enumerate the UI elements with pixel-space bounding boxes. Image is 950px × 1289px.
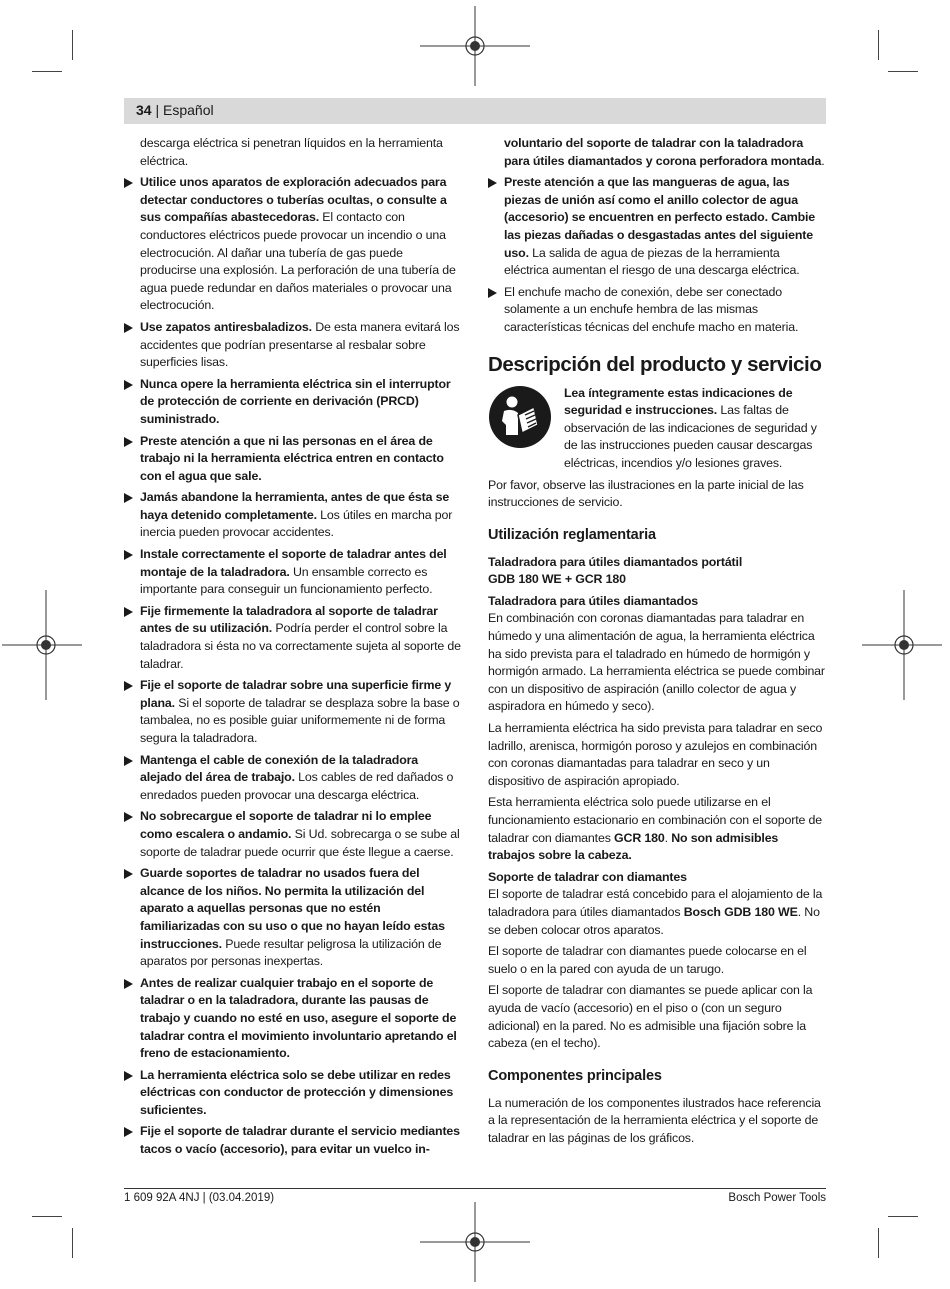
- safety-item: [124, 376, 462, 429]
- item-bold: Utilice unos aparatos de exploración adecuados para detectar conductores o tuberías ocultas, o consulte a sus compañías abastecedoras.: [140, 175, 447, 225]
- item-text: Los cables de red dañados o enredados pueden provocar una descarga eléctrica.: [140, 770, 454, 802]
- item-text: Puede resultar peligrosa la utilización de aparatos por personas inexpertas.: [140, 936, 442, 969]
- bullet-arrow-icon: [124, 812, 133, 822]
- stand-model: Bosch GDB 180 WE: [683, 904, 798, 919]
- continued-end: .: [821, 153, 825, 168]
- warning-bold: Lea íntegramente estas indicaciones de seguridad e instrucciones.: [564, 385, 793, 418]
- stand-text: El soporte de taladrar está concebido para el alojamiento de la taladradora para útiles diamantados: [488, 887, 823, 919]
- safety-item: [124, 975, 462, 1063]
- use-heading: Utilización reglamentaria: [488, 526, 656, 543]
- bullet-arrow-icon: [124, 1127, 133, 1137]
- footer-rule: [124, 1188, 826, 1189]
- continued-text: descarga eléctrica si penetran líquidos en la herramienta eléctrica.: [140, 136, 443, 168]
- registration-mark-icon: [420, 1202, 530, 1282]
- item-bold: Jamás abandone la herramienta, antes de que ésta se haya detenido completamente.: [140, 490, 450, 522]
- safety-item: [124, 1067, 462, 1120]
- item-bold: Use zapatos antiresbaladizos.: [140, 319, 312, 334]
- bullet-arrow-icon: [124, 380, 133, 390]
- item-text: Un ensamble correcto es importante para conseguir un funcionamiento perfecto.: [140, 564, 433, 597]
- bullet-arrow-icon: [488, 288, 497, 298]
- bullet-arrow-icon: [124, 178, 133, 188]
- stand-heading: Soporte de taladrar con diamantes: [488, 869, 687, 884]
- bullet-arrow-icon: [124, 550, 133, 560]
- warning-block: [488, 385, 826, 473]
- safety-item: [124, 752, 462, 805]
- bullet-arrow-icon: [124, 681, 133, 691]
- item-bold: La herramienta eléctrica solo se debe utilizar en redes eléctricas con conductor de protección y dimensiones suficientes.: [140, 1067, 454, 1117]
- continued-text: [488, 135, 826, 170]
- drill-text: .: [664, 830, 672, 845]
- item-text: La salida de agua de piezas de la herramienta eléctrica aumentan el riesgo de una descarga eléctrica.: [504, 245, 800, 278]
- page-header-label: 34 | Español: [136, 102, 214, 118]
- right-column: [488, 135, 826, 1152]
- crop-mark: [878, 1228, 879, 1258]
- bullet-arrow-icon: [124, 869, 133, 879]
- safety-item: [124, 546, 462, 599]
- crop-mark: [878, 30, 879, 60]
- bullet-arrow-icon: [124, 493, 133, 503]
- drill-heading: Taladradora para útiles diamantados: [488, 593, 699, 608]
- safety-item: [124, 1123, 462, 1158]
- item-bold: Guarde soportes de taladrar no usados fuera del alcance de los niños. No permita la utilización del aparato a aquellas personas que no estén familiarizadas con su uso o que no hayan leído estas instrucciones.: [140, 866, 445, 951]
- safety-item: [124, 603, 462, 673]
- item-text: Si el soporte de taladrar se desplaza sobre la base o tambalea, no es posible guiar uniformemente ni de forma segura la taladradora.: [140, 695, 460, 745]
- item-bold: Fije firmemente la taladradora al soporte de taladrar antes de su utilización.: [140, 603, 438, 636]
- language-label: Español: [163, 102, 214, 118]
- stand-paragraph: El soporte de taladrar con diamantes se puede aplicar con la ayuda de vacío (accesorio) en el piso o (con un seguro adicional) en la pared. No es admisible una fijación sobre la cabeza (en el techo).: [488, 983, 813, 1051]
- crop-mark: [888, 71, 918, 72]
- safety-item: [124, 865, 462, 971]
- item-bold: Fije el soporte de taladrar durante el servicio mediantes tacos o vacío (accesorio), para evitar un vuelco in-: [140, 1124, 460, 1157]
- illustrations-note: Por favor, observe las ilustraciones en la parte inicial de las instrucciones de servicio.: [488, 477, 804, 510]
- item-bold: Antes de realizar cualquier trabajo en el soporte de taladrar o en la taladradora, durante las pausas de trabajo y cuando no esté en uso, asegure el soporte de taladrar contra el movimiento involuntario apretando el freno de estacionamiento.: [140, 975, 457, 1061]
- section-title: Descripción del producto y servicio: [488, 352, 822, 376]
- item-text: De esta manera evitará los accidentes que podrían presentarse al resbalar sobre superficies lisas.: [140, 319, 460, 370]
- safety-item: [124, 174, 462, 315]
- bullet-arrow-icon: [124, 607, 133, 617]
- crop-mark: [72, 30, 73, 60]
- bullet-arrow-icon: [124, 437, 133, 447]
- drill-paragraph: [488, 794, 826, 864]
- registration-mark-icon: [862, 590, 942, 700]
- item-text: Si Ud. sobrecarga o se sube al soporte de taladrar puede ocurrir que éste llegue a caerse.: [140, 826, 460, 859]
- safety-item: [124, 489, 462, 542]
- components-heading: Componentes principales: [488, 1067, 662, 1084]
- drill-model: GCR 180: [614, 830, 665, 845]
- warning-text: Las faltas de observación de las indicaciones de seguridad y de las instrucciones pueden causar descargas eléctricas, incendios y/o lesiones graves.: [564, 403, 817, 470]
- bullet-arrow-icon: [488, 178, 497, 188]
- safety-item: [488, 284, 826, 337]
- safety-item: [124, 319, 462, 372]
- item-text: El enchufe macho de conexión, debe ser conectado solamente a un enchufe hembra de las mismas características técnicas del enchufe macho en materia.: [504, 284, 799, 334]
- continued-bold: voluntario del soporte de taladrar con la taladradora para útiles diamantados y corona perforadora montada: [504, 136, 822, 168]
- item-bold: Fije el soporte de taladrar sobre una superficie firme y plana.: [140, 678, 452, 710]
- drill-warning: No son admisibles trabajos sobre la cabeza.: [488, 830, 779, 863]
- item-bold: Preste atención a que ni las personas en el área de trabajo ni la herramienta eléctrica entren en contacto con el agua que sale.: [140, 433, 444, 483]
- bullet-arrow-icon: [124, 979, 133, 989]
- item-text: Los útiles en marcha por inercia pueden provocar accidentes.: [140, 507, 453, 540]
- registration-mark-icon: [2, 590, 82, 700]
- item-bold: Preste atención a que las mangueras de agua, las piezas de unión así como el anillo colector de agua (accesorio) se encuentren en perfecto estado. Cambie las piezas dañadas o desgastadas antes del siguiente uso.: [504, 175, 816, 260]
- item-bold: No sobrecargue el soporte de taladrar ni lo emplee como escalera o andamio.: [140, 809, 432, 841]
- page-header: [124, 98, 826, 124]
- stand-paragraph: El soporte de taladrar con diamantes puede colocarse en el suelo o en la pared con ayuda de un tarugo.: [488, 944, 807, 976]
- footer-doc-id: 1 609 92A 4NJ | (03.04.2019): [124, 1192, 275, 1204]
- registration-mark-icon: [420, 6, 530, 86]
- product-heading: Taladradora para útiles diamantados portátil: [488, 554, 743, 569]
- crop-mark: [32, 1216, 62, 1217]
- crop-mark: [32, 71, 62, 72]
- stand-text: . No se deben colocar otros aparatos.: [488, 904, 820, 937]
- safety-item: [488, 174, 826, 280]
- bullet-arrow-icon: [124, 756, 133, 766]
- item-bold: Mantenga el cable de conexión de la taladradora alejado del área de trabajo.: [140, 752, 419, 785]
- safety-item: [124, 433, 462, 486]
- left-column: [124, 135, 462, 1163]
- crop-mark: [888, 1216, 918, 1217]
- stand-paragraph: [488, 886, 826, 939]
- crop-mark: [72, 1228, 73, 1258]
- bullet-arrow-icon: [124, 1071, 133, 1081]
- safety-item: [124, 677, 462, 747]
- item-text: El contacto con conductores eléctricos puede provocar un incendio o una electrocución. Al dañar una tubería de gas puede producirse una explosión. La perforación de una tubería de agua puede redundar en daños materiales o provocar una electrocución.: [140, 210, 456, 313]
- read-manual-icon: [488, 385, 552, 449]
- product-model-heading: GDB 180 WE + GCR 180: [488, 572, 626, 587]
- item-bold: Instale correctamente el soporte de taladrar antes del montaje de la taladradora.: [140, 547, 447, 579]
- drill-paragraph: En combinación con coronas diamantadas para taladrar en húmedo y una alimentación de agua, la herramienta eléctrica ha sido prevista para el taladrado en húmedo de hormigón y hormigón armado. La herramienta eléctrica se puede combinar con un dispositivo de aspiración (anillo colector de agua y aspiradora en húmedo y seco).: [488, 611, 825, 714]
- page-number: 34: [136, 102, 152, 118]
- drill-paragraph: La herramienta eléctrica ha sido prevista para taladrar en seco ladrillo, arenisca, hormigón poroso y azulejos en combinación con coronas diamantadas para taladrar en seco y un dispositivo de aspiración apropiado.: [488, 721, 823, 788]
- components-paragraph: La numeración de los componentes ilustrados hace referencia a la representación de la herramienta eléctrica y el soporte de taladrar en las páginas de los gráficos.: [488, 1095, 821, 1145]
- bullet-arrow-icon: [124, 323, 133, 333]
- drill-text: Esta herramienta eléctrica solo puede utilizarse en el funcionamiento estacionario en combinación con el soporte de taladrar con diamantes: [488, 795, 823, 845]
- safety-item: [124, 808, 462, 861]
- item-text: Podría perder el control sobre la taladradora si ésta no va correctamente sujeta al soporte de taladrar.: [140, 621, 461, 671]
- footer-brand: Bosch Power Tools: [728, 1192, 826, 1204]
- item-bold: Nunca opere la herramienta eléctrica sin el interruptor de protección de corriente en derivación (PRCD) suministrado.: [140, 376, 451, 426]
